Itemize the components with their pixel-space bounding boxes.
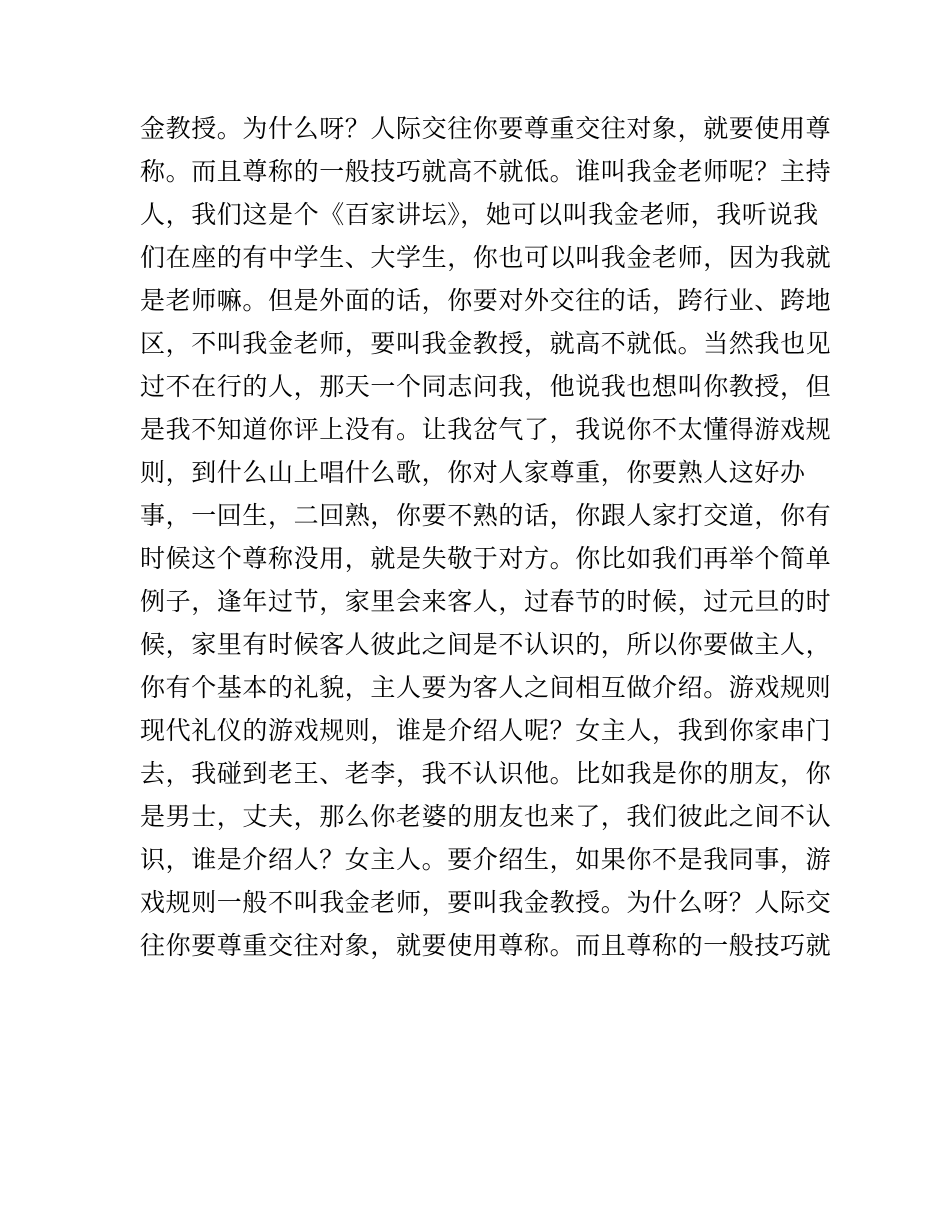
text-line: 称。而且尊称的一般技巧就高不就低。谁叫我金老师呢？主持 — [140, 157, 832, 186]
body-paragraph — [140, 107, 832, 967]
text-line: 识，谁是介绍人？女主人。要介绍生，如果你不是我同事，游 — [140, 845, 832, 874]
text-line: 过不在行的人，那天一个同志问我，他说我也想叫你教授，但 — [140, 372, 832, 401]
text-line: 是我不知道你评上没有。让我岔气了，我说你不太懂得游戏规 — [140, 415, 832, 444]
text-line: 去，我碰到老王、老李，我不认识他。比如我是你的朋友，你 — [140, 759, 832, 788]
text-line: 往你要尊重交往对象，就要使用尊称。而且尊称的一般技巧就 — [140, 931, 832, 960]
text-line: 戏规则一般不叫我金老师，要叫我金教授。为什么呀？人际交 — [140, 888, 832, 917]
text-line: 例子，逢年过节，家里会来客人，过春节的时候，过元旦的时 — [140, 587, 832, 616]
text-line: 你有个基本的礼貌，主人要为客人之间相互做介绍。游戏规则 — [140, 673, 832, 702]
text-line: 现代礼仪的游戏规则，谁是介绍人呢？女主人，我到你家串门 — [140, 716, 832, 745]
text-line: 金教授。为什么呀？人际交往你要尊重交往对象，就要使用尊 — [140, 114, 832, 143]
text-line: 是男士，丈夫，那么你老婆的朋友也来了，我们彼此之间不认 — [140, 802, 832, 831]
text-line: 们在座的有中学生、大学生，你也可以叫我金老师，因为我就 — [140, 243, 832, 272]
text-line: 则，到什么山上唱什么歌，你对人家尊重，你要熟人这好办 — [140, 458, 806, 487]
text-line: 区，不叫我金老师，要叫我金教授，就高不就低。当然我也见 — [140, 329, 832, 358]
text-line: 事，一回生，二回熟，你要不熟的话，你跟人家打交道，你有 — [140, 501, 832, 530]
text-line: 是老师嘛。但是外面的话，你要对外交往的话，跨行业、跨地 — [140, 286, 832, 315]
text-line: 候，家里有时候客人彼此之间是不认识的，所以你要做主人， — [140, 630, 832, 659]
text-line: 人，我们这是个《百家讲坛》，她可以叫我金老师，我听说我 — [140, 200, 819, 229]
text-line: 时候这个尊称没用，就是失敬于对方。你比如我们再举个简单 — [140, 544, 832, 573]
